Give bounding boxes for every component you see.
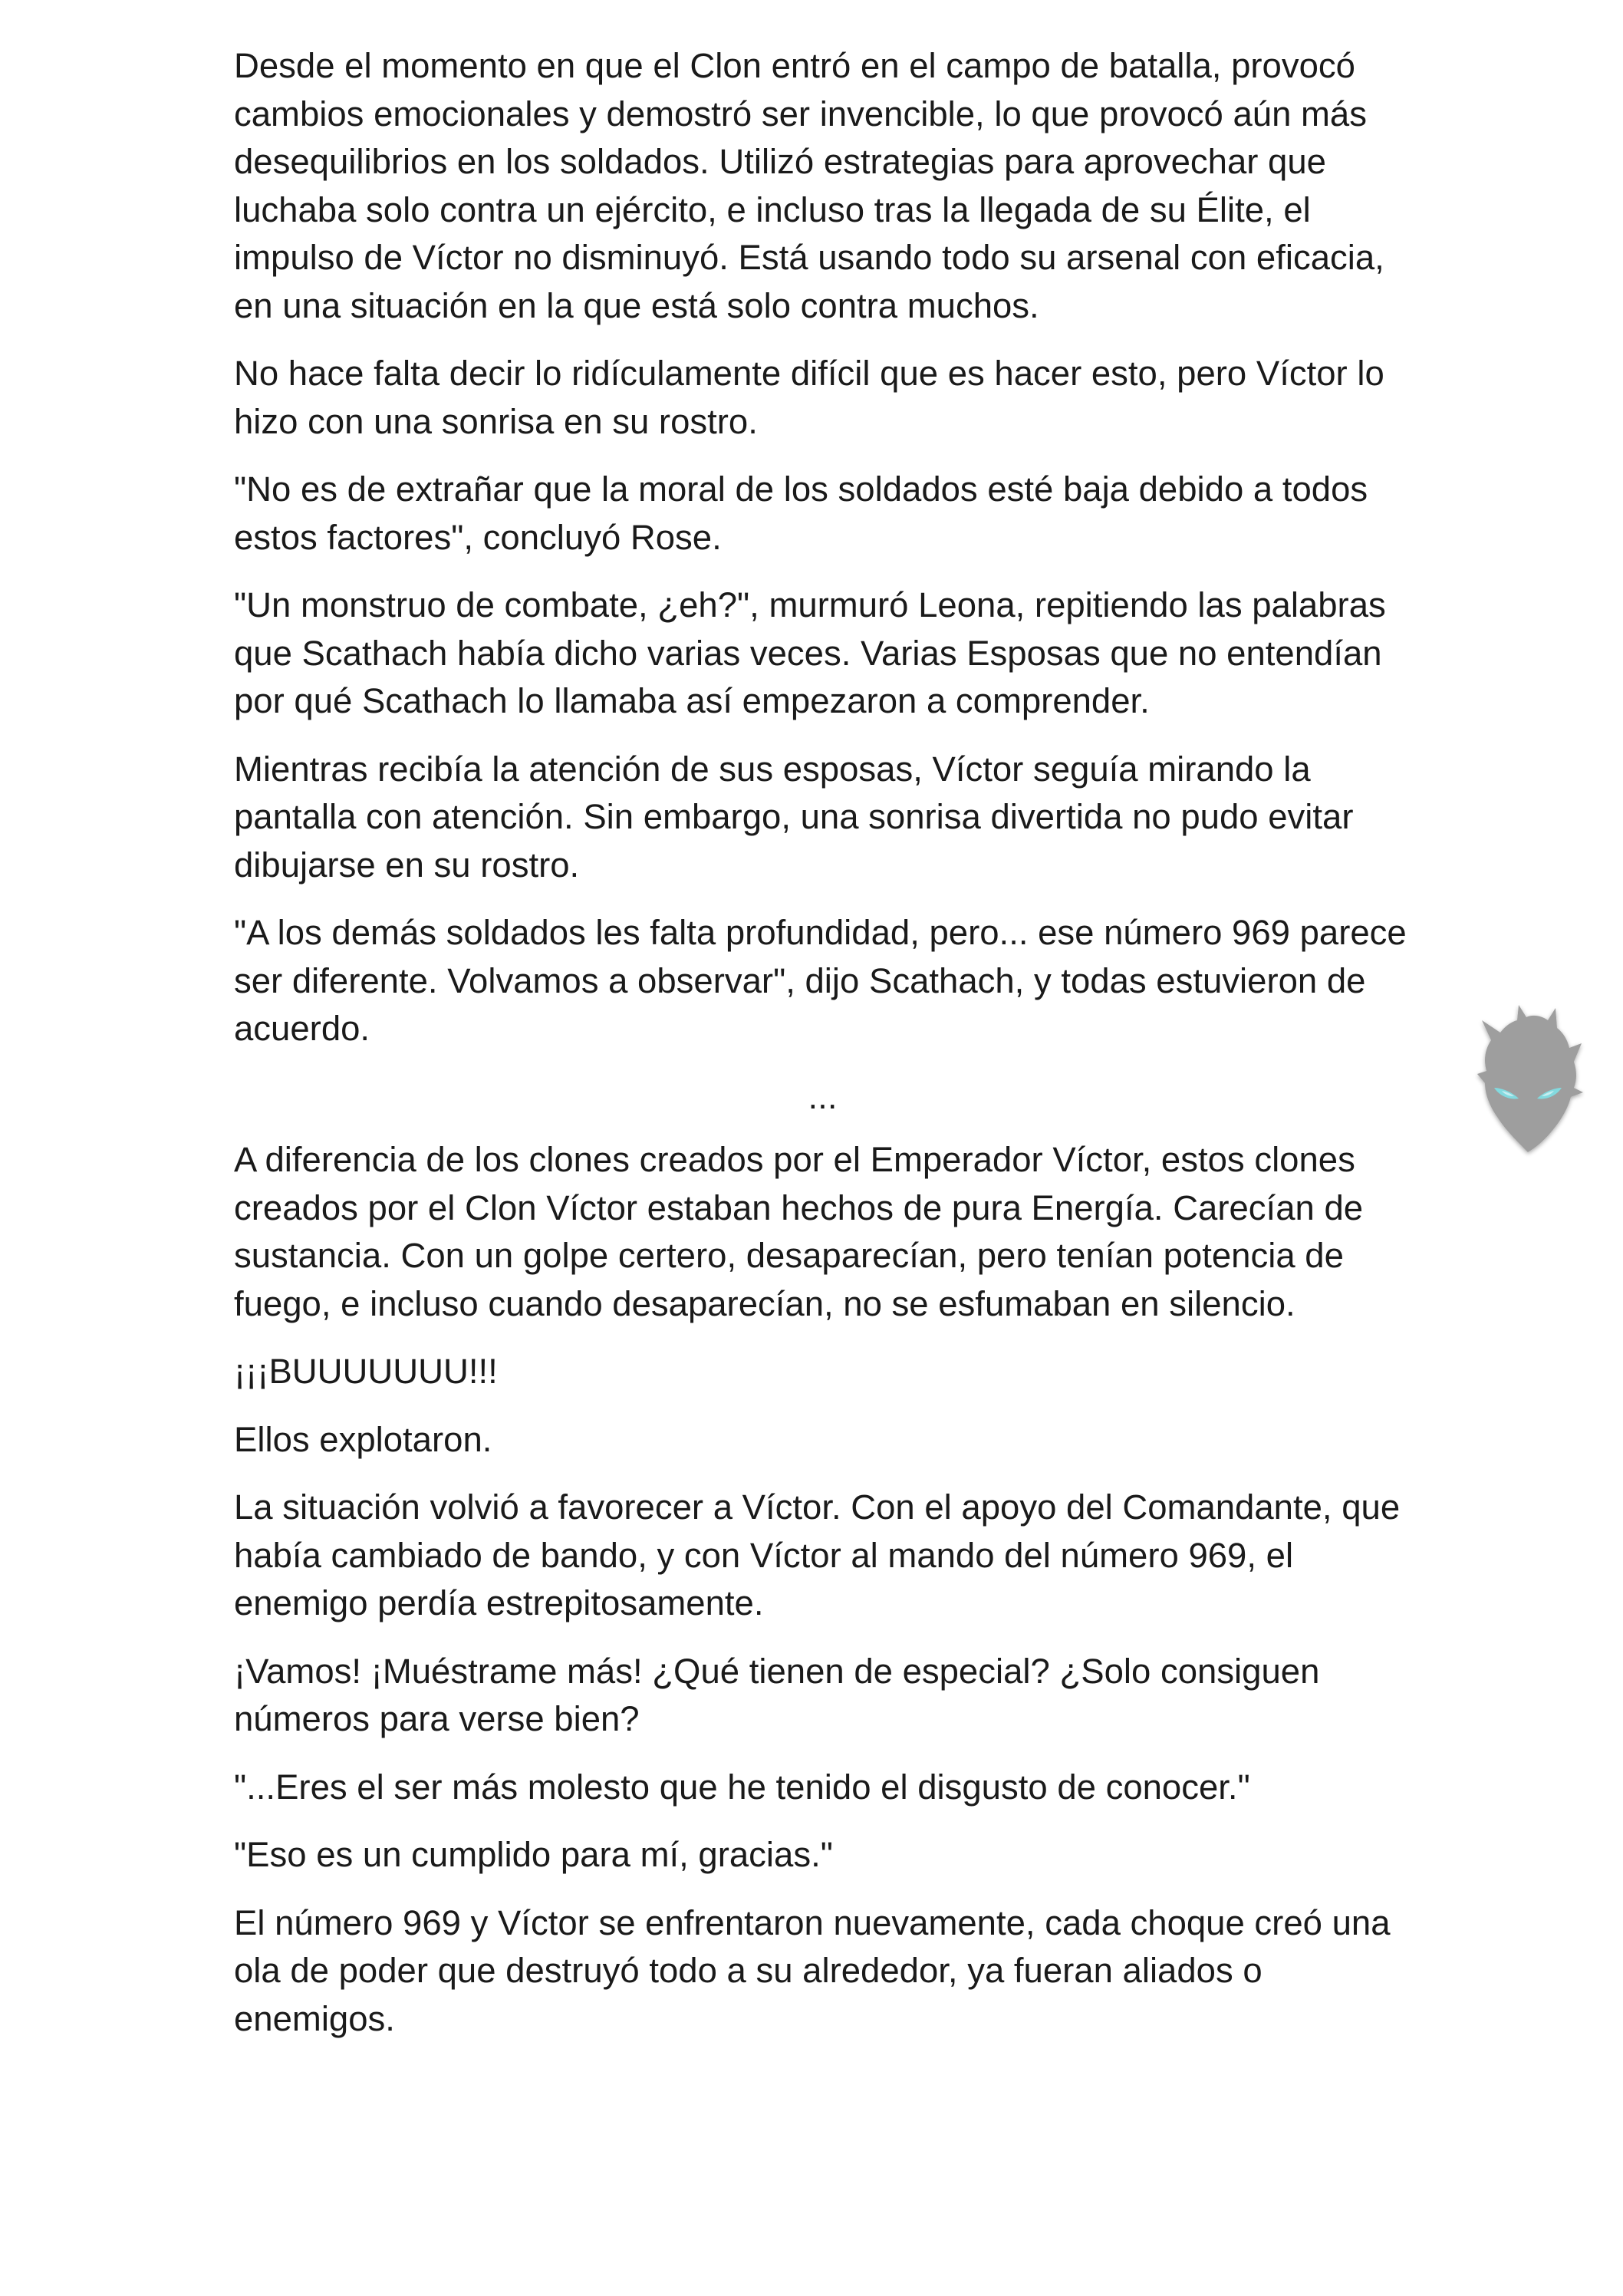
paragraph: "A los demás soldados les falta profundidad, pero... ese número 969 parece ser diferente. Volvamos a observar", dijo Scathach, y todas estuvieron de acuerdo. bbox=[234, 913, 1407, 1048]
paragraph: El número 969 y Víctor se enfrentaron nuevamente, cada choque creó una ola de poder que destruyó todo a su alrededor, ya fueran aliados o enemigos. bbox=[234, 1902, 1391, 2038]
paragraph: No hace falta decir lo ridículamente difícil que es hacer esto, pero Víctor lo hizo con una sonrisa en su rostro. bbox=[234, 354, 1384, 441]
demon-head-icon bbox=[1471, 994, 1585, 1164]
paragraph: "Un monstruo de combate, ¿eh?", murmuró Leona, repitiendo las palabras que Scathach había dicho varias veces. Varias Esposas que no entendían por qué Scathach lo llamaba así empezaron a comprender. bbox=[234, 585, 1386, 720]
scene-separator: ... bbox=[808, 1076, 838, 1116]
paragraph: A diferencia de los clones creados por el Emperador Víctor, estos clones creados por el Clon Víctor estaban hechos de pura Energía. Carecían de sustancia. Con un golpe certero, desaparecían, pero tenían potencia de fuego, e incluso cuando desaparecían, no se esfumaban en silencio. bbox=[234, 1140, 1364, 1323]
paragraph: "...Eres el ser más molesto que he tenido el disgusto de conocer." bbox=[234, 1767, 1250, 1807]
paragraph: "Eso es un cumplido para mí, gracias." bbox=[234, 1835, 833, 1874]
paragraph: "No es de extrañar que la moral de los soldados esté baja debido a todos estos factores", concluyó Rose. bbox=[234, 469, 1368, 557]
paragraph: La situación volvió a favorecer a Víctor. Con el apoyo del Comandante, que había cambiado de bando, y con Víctor al mando del número 969, el enemigo perdía estrepitosamente. bbox=[234, 1487, 1401, 1622]
paragraph: Mientras recibía la atención de sus esposas, Víctor seguía mirando la pantalla con atención. Sin embargo, una sonrisa divertida no pudo evitar dibujarse en su rostro. bbox=[234, 749, 1354, 884]
paragraph: Ellos explotaron. bbox=[234, 1419, 492, 1459]
paragraph: ¡Vamos! ¡Muéstrame más! ¿Qué tienen de especial? ¿Solo consiguen números para verse bien? bbox=[234, 1651, 1320, 1738]
paragraph: Desde el momento en que el Clon entró en el campo de batalla, provocó cambios emocionales y demostró ser invencible, lo que provocó aún más desequilibrios en los soldados. Utilizó estrategias para aprovechar que luchaba solo contra un ejército, e incluso tras la llegada de su Élite, el impulso de Víctor no disminuyó. Está usando todo su arsenal con eficacia, en una situación en la que está solo contra muchos. bbox=[234, 46, 1384, 325]
paragraph: ¡¡¡BUUUUUUU!!! bbox=[234, 1352, 498, 1391]
document-body bbox=[234, 42, 1411, 2063]
